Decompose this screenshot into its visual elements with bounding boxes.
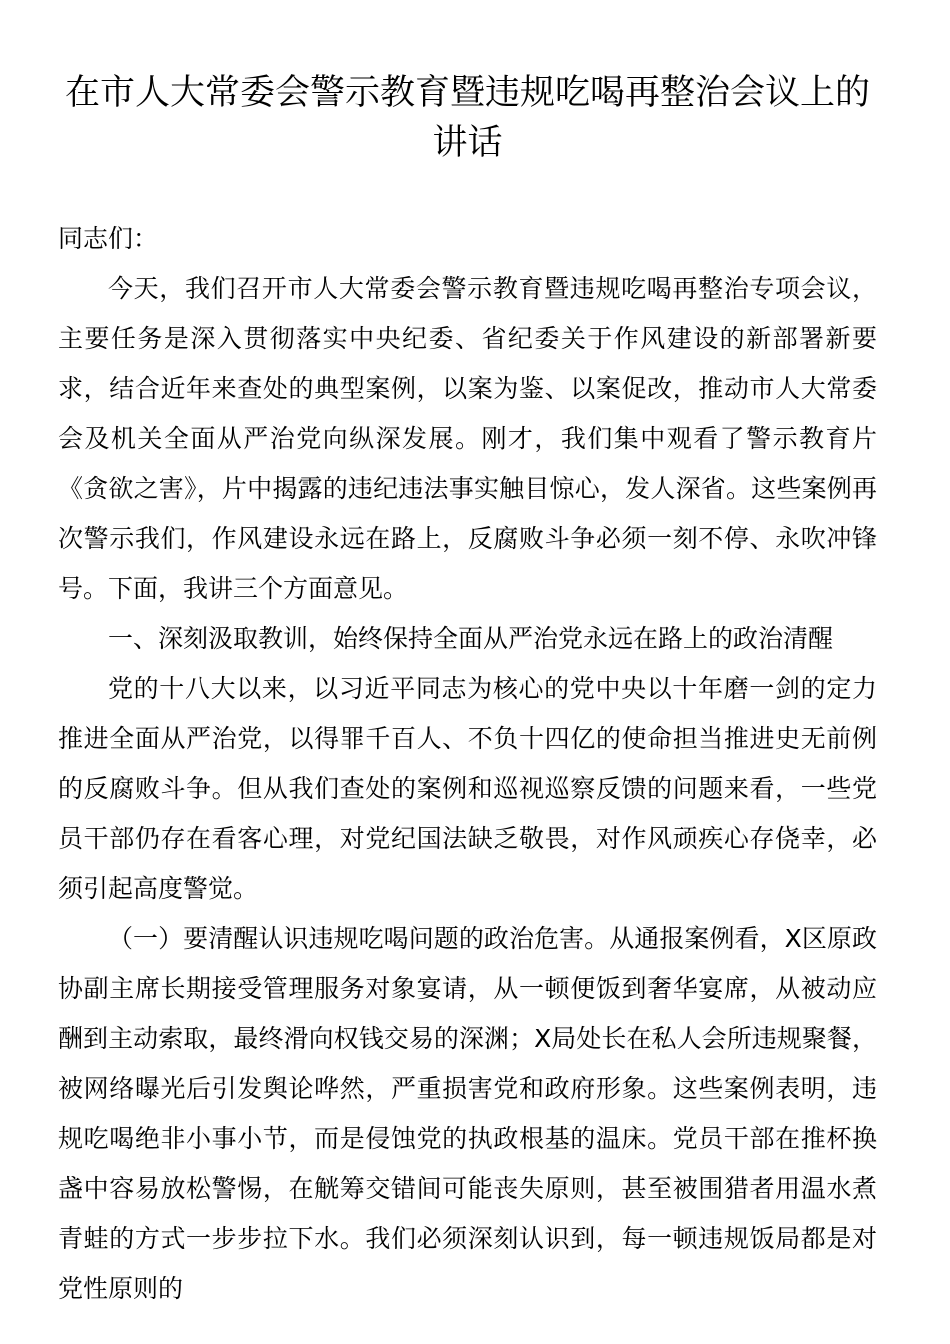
salutation: 同志们： xyxy=(58,224,159,253)
paragraph-opening: 今天，我们召开市人大常委会警示教育暨违规吃喝再整治专项会议，主要任务是深入贯彻落实中央纪委、省纪委关于作风建设的新部署新要求，结合近年来查处的典型案例，以案为鉴、以案促改，推动市人大常委会及机关全面从严治党向纵深发展。刚才，我们集中观看了警示教育片《贪欲之害》，片中揭露的违纪违法事实触目惊心，发人深省。这些案例再次警示我们，作风建设永远在路上，反腐败斗争必须一刻不停、永吹冲锋号。下面，我讲三个方面意见。 xyxy=(58,274,877,603)
paragraph-section-1-point-1: （一）要清醒认识违规吃喝问题的政治危害。从通报案例看，X区原政协副主席长期接受管理服务对象宴请，从一顿便饭到奢华宴席，从被动应酬到主动索取，最终滑向权钱交易的深渊；X局处长在私人会所违规聚餐，被网络曝光后引发舆论哗然，严重损害党和政府形象。这些案例表明，违规吃喝绝非小事小节，而是侵蚀党的执政根基的温床。党员干部在推杯换盏中容易放松警惕，在觥筹交错间可能丧失原则，甚至被围猎者用温水煮青蛙的方式一步步拉下水。我们必须深刻认识到，每一顿违规饭局都是对党性原则的 xyxy=(58,924,877,1303)
document-body xyxy=(58,214,877,1314)
section-heading-1: 一、深刻汲取教训，始终保持全面从严治党永远在路上的政治清醒 xyxy=(108,624,834,653)
paragraph-section-1-intro: 党的十八大以来，以习近平同志为核心的党中央以十年磨一剑的定力推进全面从严治党，以得罪千百人、不负十四亿的使命担当推进史无前例的反腐败斗争。但从我们查处的案例和巡视巡察反馈的问题来看，一些党员干部仍存在看客心理，对党纪国法缺乏敬畏，对作风顽疾心存侥幸，必须引起高度警觉。 xyxy=(58,674,877,903)
document-title: 在市人大常委会警示教育暨违规吃喝再整治会议上的讲话 xyxy=(64,73,870,163)
